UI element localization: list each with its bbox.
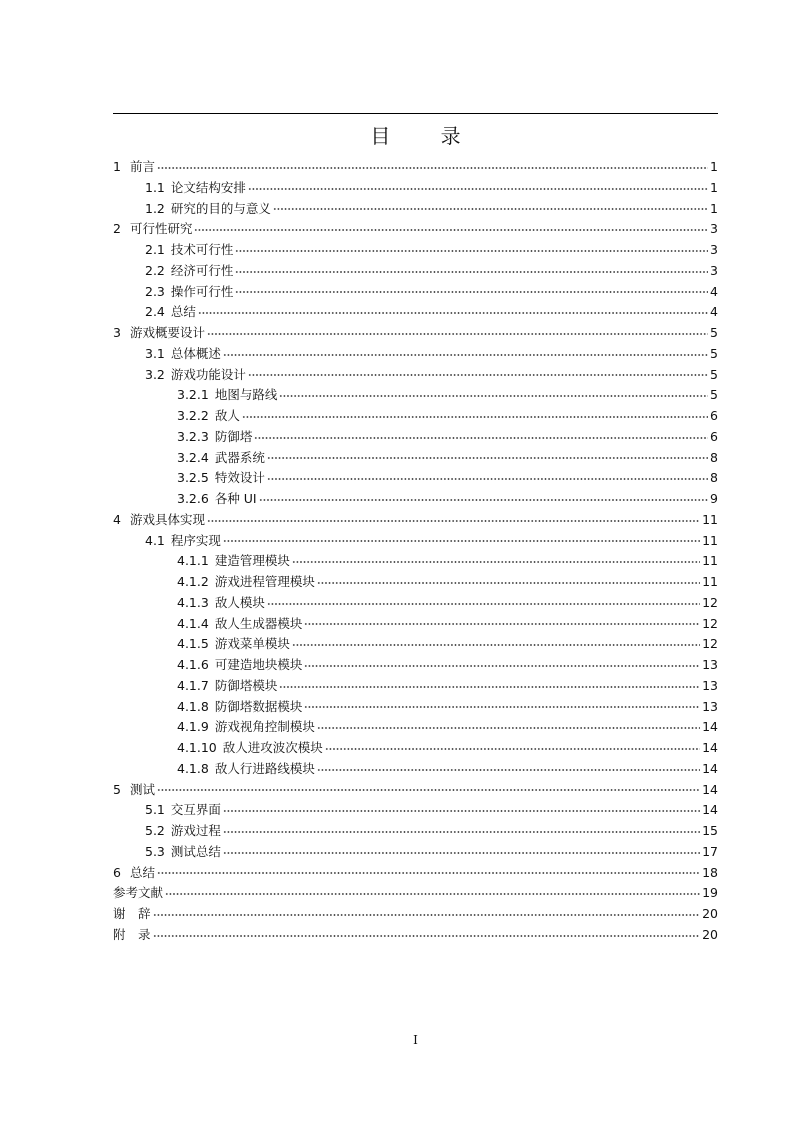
toc-entry-label: 研究的目的与意义: [170, 200, 271, 216]
toc-entry-page: 5: [710, 387, 718, 403]
toc-dot-leader: [273, 207, 708, 211]
toc-entry-number: 4.1.1: [177, 553, 209, 569]
toc-entry-label: 防御塔数据模块: [214, 698, 303, 714]
toc-entry-page: 12: [702, 615, 718, 631]
toc-entry-label: 防御塔模块: [214, 677, 278, 693]
toc-entry-label: 论文结构安排: [170, 179, 246, 195]
toc-entry-number: 5: [113, 781, 121, 797]
page-number: I: [413, 1033, 418, 1047]
toc-dot-leader: [223, 830, 700, 834]
toc-entry-number: 2.3: [145, 283, 165, 299]
toc-entry[interactable]: [113, 385, 718, 406]
toc-entry-number: 3.2.1: [177, 387, 209, 403]
toc-entry-number: 1.2: [145, 200, 165, 216]
toc-dot-leader: [292, 643, 700, 647]
toc-entry[interactable]: [113, 821, 718, 842]
toc-entry-label: 可建造地块模块: [214, 657, 303, 672]
toc-entry-page: 15: [702, 823, 718, 838]
toc-entry-page: 3: [710, 262, 718, 278]
toc-dot-leader: [304, 622, 700, 626]
toc-entry[interactable]: [113, 759, 718, 780]
toc-entry-label: 地图与路线: [214, 387, 278, 403]
toc-entry-label: 可行性研究: [129, 221, 193, 237]
toc-entry-number: 2: [113, 221, 121, 237]
toc-entry-label: 交互界面: [170, 802, 221, 818]
toc-entry[interactable]: [113, 614, 718, 635]
toc-entry-page: 20: [702, 926, 718, 942]
toc-entry-number: 5.2: [145, 823, 165, 838]
toc-entry-page: 18: [702, 864, 718, 880]
toc-entry-page: 11: [702, 511, 718, 527]
toc-entry-number: 1.1: [145, 179, 165, 195]
toc-dot-leader: [259, 498, 708, 502]
toc-entry[interactable]: [113, 261, 718, 282]
toc-entry-label: 各种 UI: [214, 491, 257, 506]
toc-entry-label: 总体概述: [170, 345, 221, 361]
toc-dot-leader: [317, 581, 700, 585]
toc-entry-page: 4: [710, 304, 718, 320]
toc-entry-page: 6: [710, 408, 718, 423]
toc-dot-leader: [223, 851, 700, 855]
toc-entry-page: 11: [702, 532, 718, 548]
toc-entry-label: 谢 辞: [113, 906, 151, 921]
toc-dot-leader: [198, 311, 708, 315]
toc-entry-number: 3.2.6: [177, 491, 209, 506]
toc-entry-label: 敌人: [214, 408, 240, 423]
toc-dot-leader: [153, 934, 701, 938]
toc-entry[interactable]: [113, 697, 718, 718]
toc-entry-number: 4.1.4: [177, 615, 209, 631]
toc-entry[interactable]: [113, 593, 718, 614]
toc-entry-label: 测试总结: [170, 843, 221, 859]
toc-entry-label: 游戏菜单模块: [214, 636, 290, 652]
toc-entry[interactable]: [113, 240, 718, 261]
toc-entry-label: 测试: [129, 781, 155, 797]
toc-dot-leader: [254, 436, 708, 440]
toc-entry-page: 13: [702, 657, 718, 672]
toc-entry-label: 建造管理模块: [214, 553, 290, 569]
toc-entry[interactable]: [113, 510, 718, 531]
toc-entry-page: 20: [702, 906, 718, 921]
toc-entry-label: 游戏功能设计: [170, 366, 246, 382]
toc-entry-page: 19: [702, 885, 718, 901]
toc-entry-page: 8: [710, 449, 718, 465]
toc-entry-page: 12: [702, 636, 718, 652]
toc-entry-number: 3.2.4: [177, 449, 209, 465]
toc-entry[interactable]: [113, 282, 718, 303]
toc-entry[interactable]: [113, 717, 718, 738]
toc-entry[interactable]: [113, 406, 718, 427]
toc-dot-leader: [235, 249, 708, 253]
toc-entry[interactable]: [113, 157, 718, 178]
toc-dot-leader: [207, 332, 708, 336]
toc-entry-label: 游戏具体实现: [129, 511, 205, 527]
toc-entry[interactable]: [113, 842, 718, 863]
toc-entry-page: 14: [702, 802, 718, 818]
toc-entry-page: 1: [710, 200, 718, 216]
toc-entry-page: 17: [702, 843, 718, 859]
toc-dot-leader: [223, 809, 700, 813]
toc-entry-number: 5.3: [145, 843, 165, 859]
toc-entry-page: 5: [710, 366, 718, 382]
toc-entry-page: 14: [702, 781, 718, 797]
toc-dot-leader: [235, 270, 708, 274]
toc-entry-number: 4.1.5: [177, 636, 209, 652]
toc-entry[interactable]: [113, 863, 718, 884]
toc-entry-number: 4.1.6: [177, 657, 209, 672]
toc-entry-label: 游戏过程: [170, 823, 221, 838]
toc-entry-label: 敌人模块: [214, 594, 265, 610]
toc-entry-label: 特效设计: [214, 470, 265, 486]
toc-entry-number: 4.1.9: [177, 719, 209, 735]
toc-entry-label: 经济可行性: [170, 262, 234, 278]
toc-entry-label: 程序实现: [170, 532, 221, 548]
toc-dot-leader: [235, 290, 708, 294]
toc-entry-page: 5: [710, 345, 718, 361]
toc-dot-leader: [292, 560, 700, 564]
toc-entry[interactable]: [113, 883, 718, 904]
toc-entry-page: 14: [702, 719, 718, 735]
toc-entry[interactable]: [113, 800, 718, 821]
toc-entry[interactable]: [113, 925, 718, 946]
toc-entry-page: 12: [702, 594, 718, 610]
toc-entry[interactable]: [113, 634, 718, 655]
toc-entry-number: 4: [113, 511, 121, 527]
toc-dot-leader: [304, 664, 700, 668]
header-rule: [113, 113, 718, 114]
toc-dot-leader: [304, 705, 700, 709]
toc-entry-number: 2.1: [145, 242, 165, 257]
toc-entry-page: 8: [710, 470, 718, 486]
toc-dot-leader: [279, 394, 708, 398]
toc-entry[interactable]: [113, 780, 718, 801]
toc-entry[interactable]: [113, 219, 718, 240]
table-of-contents: [113, 157, 718, 946]
toc-dot-leader: [153, 913, 701, 917]
toc-entry-page: 1: [710, 159, 718, 174]
toc-entry[interactable]: [113, 365, 718, 386]
toc-entry-label: 技术可行性: [170, 242, 234, 257]
toc-entry-label: 总结: [170, 304, 196, 320]
toc-entry-page: 13: [702, 677, 718, 693]
toc-entry-number: 4.1.10: [177, 740, 217, 755]
toc-entry-page: 11: [702, 553, 718, 569]
toc-entry-label: 敌人生成器模块: [214, 615, 303, 631]
toc-dot-leader: [223, 353, 708, 357]
toc-entry-page: 9: [710, 491, 718, 506]
toc-entry-number: 4.1.2: [177, 574, 209, 589]
toc-entry-number: 1: [113, 159, 121, 174]
toc-entry-page: 6: [710, 428, 718, 444]
toc-entry[interactable]: [113, 344, 718, 365]
toc-entry-number: 4.1.8: [177, 760, 209, 776]
toc-entry-number: 3.2.2: [177, 408, 209, 423]
toc-entry-label: 游戏进程管理模块: [214, 574, 315, 589]
toc-dot-leader: [165, 892, 700, 896]
toc-dot-leader: [242, 415, 708, 419]
toc-entry[interactable]: [113, 738, 718, 759]
toc-entry-number: 4.1.8: [177, 698, 209, 714]
toc-entry-label: 武器系统: [214, 449, 265, 465]
toc-entry[interactable]: [113, 904, 718, 925]
toc-entry-page: 14: [702, 740, 718, 755]
toc-entry-label: 防御塔: [214, 428, 253, 444]
toc-dot-leader: [267, 477, 708, 481]
toc-entry-label: 敌人行进路线模块: [214, 760, 315, 776]
toc-entry-number: 2.2: [145, 262, 165, 278]
toc-entry-page: 13: [702, 698, 718, 714]
toc-entry[interactable]: [113, 323, 718, 344]
toc-entry-page: 5: [710, 325, 718, 340]
toc-entry[interactable]: [113, 655, 718, 676]
toc-entry-number: 4.1: [145, 532, 165, 548]
toc-entry-page: 11: [702, 574, 718, 589]
toc-entry-number: 3: [113, 325, 121, 340]
toc-dot-leader: [248, 373, 708, 377]
toc-entry-number: 4.1.3: [177, 594, 209, 610]
toc-entry-label: 附 录: [113, 926, 151, 942]
toc-dot-leader: [317, 726, 700, 730]
toc-dot-leader: [279, 685, 700, 689]
toc-entry-page: 14: [702, 760, 718, 776]
toc-entry[interactable]: [113, 199, 718, 220]
toc-entry[interactable]: [113, 489, 718, 510]
toc-dot-leader: [317, 768, 700, 772]
toc-entry-label: 游戏概要设计: [129, 325, 205, 340]
toc-entry[interactable]: [113, 427, 718, 448]
toc-entry-page: 1: [710, 179, 718, 195]
toc-entry-label: 总结: [129, 864, 155, 880]
toc-dot-leader: [267, 456, 708, 460]
toc-dot-leader: [157, 166, 708, 170]
toc-entry-label: 敌人进攻波次模块: [222, 740, 323, 755]
toc-entry-page: 3: [710, 221, 718, 237]
toc-entry[interactable]: [113, 468, 718, 489]
toc-entry-label: 前言: [129, 159, 155, 174]
toc-entry-label: 参考文献: [113, 885, 164, 901]
toc-dot-leader: [157, 788, 700, 792]
toc-entry[interactable]: [113, 531, 718, 552]
toc-dot-leader: [194, 228, 708, 232]
toc-entry[interactable]: [113, 448, 718, 469]
toc-dot-leader: [248, 187, 708, 191]
toc-entry-number: 3.1: [145, 345, 165, 361]
toc-dot-leader: [223, 539, 700, 543]
toc-entry-number: 5.1: [145, 802, 165, 818]
toc-entry-label: 游戏视角控制模块: [214, 719, 315, 735]
toc-entry-page: 3: [710, 242, 718, 257]
toc-entry[interactable]: [113, 302, 718, 323]
toc-entry-number: 2.4: [145, 304, 165, 320]
toc-entry[interactable]: [113, 676, 718, 697]
toc-entry-number: 3.2.5: [177, 470, 209, 486]
toc-entry-label: 操作可行性: [170, 283, 234, 299]
toc-entry-number: 3.2: [145, 366, 165, 382]
toc-title: 目 录: [370, 124, 483, 148]
toc-entry[interactable]: [113, 572, 718, 593]
toc-entry-number: 3.2.3: [177, 428, 209, 444]
toc-dot-leader: [325, 747, 700, 751]
toc-dot-leader: [157, 871, 700, 875]
toc-entry-number: 6: [113, 864, 121, 880]
toc-dot-leader: [207, 519, 700, 523]
toc-entry[interactable]: [113, 178, 718, 199]
toc-entry-page: 4: [710, 283, 718, 299]
toc-dot-leader: [267, 602, 700, 606]
toc-entry[interactable]: [113, 551, 718, 572]
toc-entry-number: 4.1.7: [177, 677, 209, 693]
